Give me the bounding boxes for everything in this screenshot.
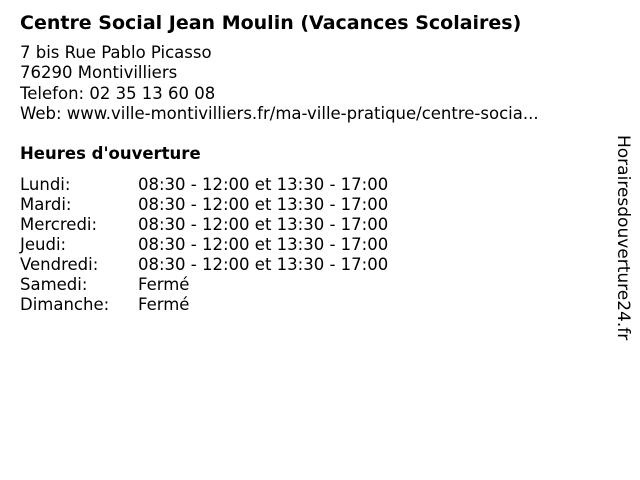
street-address: 7 bis Rue Pablo Picasso <box>20 43 212 62</box>
website-link[interactable]: Web: www.ville-montivilliers.fr/ma-ville-pratique/centre-socia... <box>20 104 539 124</box>
day-label: Samedi: <box>20 275 88 294</box>
site-watermark: Horairesdouverture24.fr <box>613 135 633 341</box>
opening-hours-heading: Heures d'ouverture <box>20 144 201 163</box>
hours-row-sunday <box>20 295 388 315</box>
time-value: 08:30 - 12:00 et 13:30 - 17:00 <box>138 175 389 194</box>
day-label: Lundi: <box>20 175 71 194</box>
time-value: 08:30 - 12:00 et 13:30 - 17:00 <box>138 255 389 274</box>
day-label: Mardi: <box>20 195 72 214</box>
contact-block <box>20 43 539 125</box>
day-label: Vendredi: <box>20 255 99 274</box>
time-value: 08:30 - 12:00 et 13:30 - 17:00 <box>138 195 389 214</box>
hours-row-tuesday <box>20 195 388 215</box>
time-value: 08:30 - 12:00 et 13:30 - 17:00 <box>138 235 389 254</box>
hours-row-thursday <box>20 235 388 255</box>
day-label: Dimanche: <box>20 295 110 314</box>
hours-row-friday <box>20 255 388 275</box>
hours-row-saturday <box>20 275 388 295</box>
opening-hours-table <box>20 175 388 315</box>
day-label: Mercredi: <box>20 215 98 234</box>
day-label: Jeudi: <box>20 235 67 254</box>
hours-row-monday <box>20 175 388 195</box>
hours-row-wednesday <box>20 215 388 235</box>
time-value: Fermé <box>138 275 190 294</box>
city-postal-code: 76290 Montivilliers <box>20 63 178 83</box>
phone-number: Telefon: 02 35 13 60 08 <box>20 83 216 103</box>
time-value: Fermé <box>138 295 190 314</box>
page-title: Centre Social Jean Moulin (Vacances Scolaires) <box>20 12 522 34</box>
time-value: 08:30 - 12:00 et 13:30 - 17:00 <box>138 215 389 234</box>
